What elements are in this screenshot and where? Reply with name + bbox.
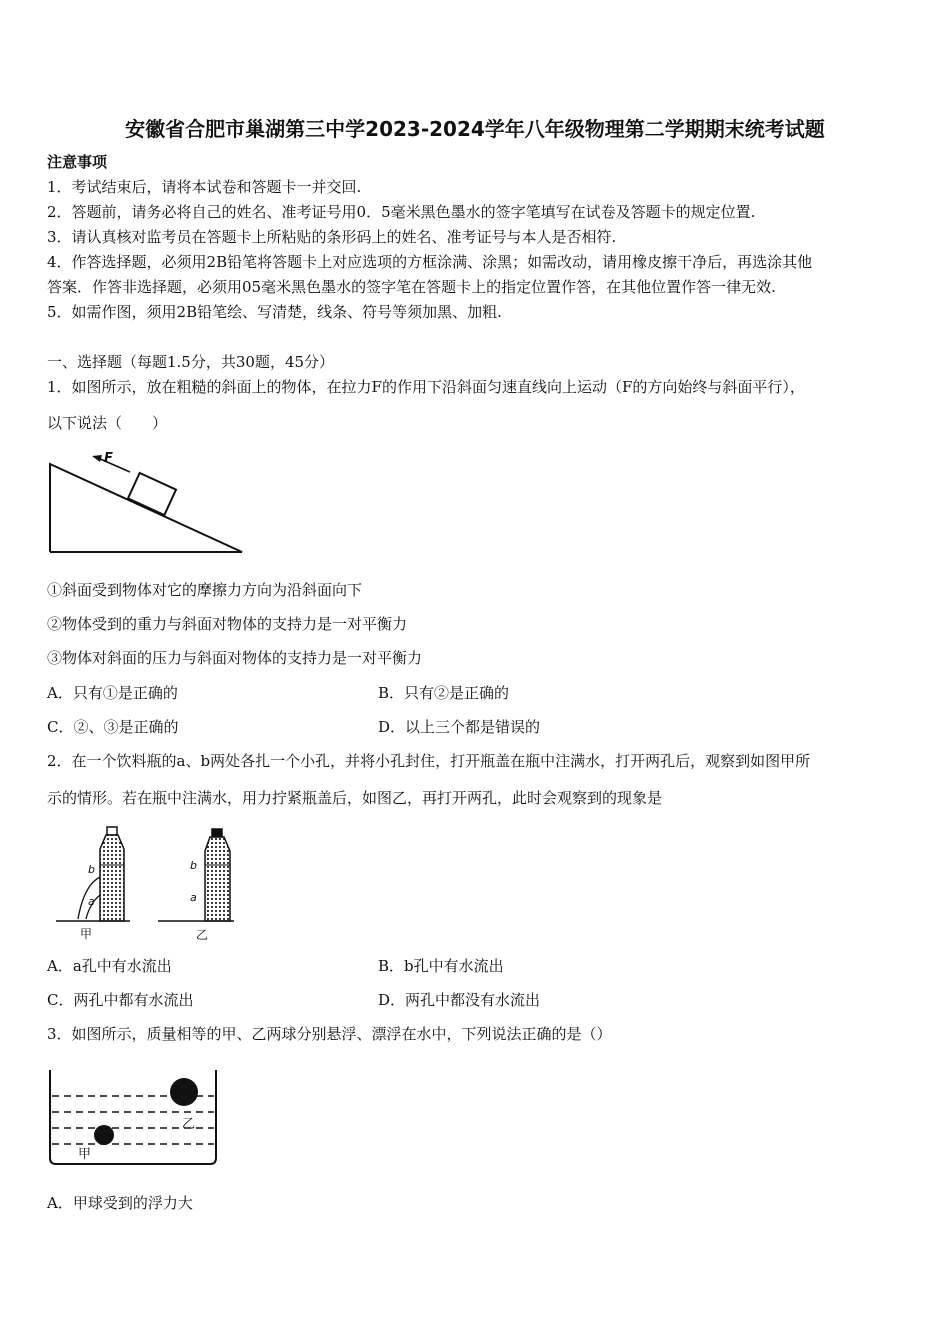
q1-incline-figure bbox=[40, 450, 255, 560]
q2-option-b[interactable]: B．b孔中有水流出 bbox=[378, 957, 504, 975]
q2-option-d[interactable]: D．两孔中都没有水流出 bbox=[378, 991, 541, 1009]
ball-yi bbox=[170, 1078, 198, 1106]
notice-item-1: 1．考试结束后，请将本试卷和答题卡一并交回. bbox=[47, 178, 362, 196]
q1-option-b[interactable]: B．只有②是正确的 bbox=[378, 684, 510, 702]
notice-item-3: 3．请认真核对监考员在答题卡上所粘贴的条形码上的姓名、准考证号与本人是否相符. bbox=[47, 228, 617, 246]
notice-item-5: 5．如需作图，须用2B铅笔绘、写清楚，线条、符号等须加黑、加粗. bbox=[47, 303, 502, 321]
q2-stem-line1: 2．在一个饮料瓶的a、b两处各扎一个小孔，并将小孔封住，打开瓶盖在瓶中注满水，打开两孔后，观察到如图甲所 bbox=[47, 752, 811, 770]
hole-b2-label: b bbox=[190, 859, 197, 872]
notice-heading: 注意事项 bbox=[47, 153, 108, 171]
section-heading: 一、选择题（每题1.5分，共30题，45分） bbox=[47, 353, 335, 371]
q1-statement-2: ②物体受到的重力与斜面对物体的支持力是一对平衡力 bbox=[47, 615, 408, 633]
q1-option-a[interactable]: A．只有①是正确的 bbox=[47, 684, 178, 702]
q2-bottles-figure bbox=[50, 825, 250, 943]
q1-option-d[interactable]: D．以上三个都是错误的 bbox=[378, 718, 541, 736]
figure-yi-label: 乙 bbox=[196, 928, 209, 942]
hole-a2-label: a bbox=[190, 891, 197, 904]
force-label: F bbox=[104, 451, 113, 466]
page-title: 安徽省合肥市巢湖第三中学2023-2024学年八年级物理第二学期期末统考试题 bbox=[125, 117, 825, 141]
hole-a-label: a bbox=[88, 895, 95, 908]
q1-option-c[interactable]: C．②、③是正确的 bbox=[47, 718, 179, 736]
figure-jia-label: 甲 bbox=[80, 927, 93, 941]
notice-item-2: 2．答题前，请务必将自己的姓名、准考证号用0．5毫米黑色墨水的签字笔填写在试卷及答题卡的规定位置. bbox=[47, 203, 756, 221]
q2-stem-line2: 示的情形。若在瓶中注满水，用力拧紧瓶盖后，如图乙，再打开两孔，此时会观察到的现象是 bbox=[47, 789, 663, 807]
ball-jia bbox=[94, 1125, 114, 1145]
q2-option-c[interactable]: C．两孔中都有水流出 bbox=[47, 991, 194, 1009]
ball-jia-label: 甲 bbox=[78, 1147, 92, 1162]
q1-statement-3: ③物体对斜面的压力与斜面对物体的支持力是一对平衡力 bbox=[47, 649, 423, 667]
q1-statement-1: ①斜面受到物体对它的摩擦力方向为沿斜面向下 bbox=[47, 581, 363, 599]
notice-item-4: 4．作答选择题，必须用2B铅笔将答题卡上对应选项的方框涂满、涂黑；如需改动，请用橡皮擦干净后，再选涂其他 bbox=[47, 253, 813, 271]
q3-option-a[interactable]: A．甲球受到的浮力大 bbox=[47, 1194, 193, 1212]
q3-stem-line1: 3．如图所示，质量相等的甲、乙两球分别悬浮、漂浮在水中，下列说法正确的是（） bbox=[47, 1025, 612, 1043]
ball-yi-label: 乙 bbox=[182, 1117, 196, 1132]
notice-item-4-cont: 答案．作答非选择题，必须用05毫米黑色墨水的签字笔在答题卡上的指定位置作答，在其他位置作答一律无效. bbox=[47, 278, 776, 296]
q1-stem-line2: 以下说法（ ） bbox=[47, 414, 168, 432]
q2-option-a[interactable]: A．a孔中有水流出 bbox=[47, 957, 172, 975]
hole-b-label: b bbox=[88, 863, 95, 876]
q3-container-figure bbox=[44, 1066, 224, 1170]
q1-stem-line1: 1．如图所示，放在粗糙的斜面上的物体，在拉力F的作用下沿斜面匀速直线向上运动（F的方向始终与斜面平行）， bbox=[47, 378, 805, 396]
